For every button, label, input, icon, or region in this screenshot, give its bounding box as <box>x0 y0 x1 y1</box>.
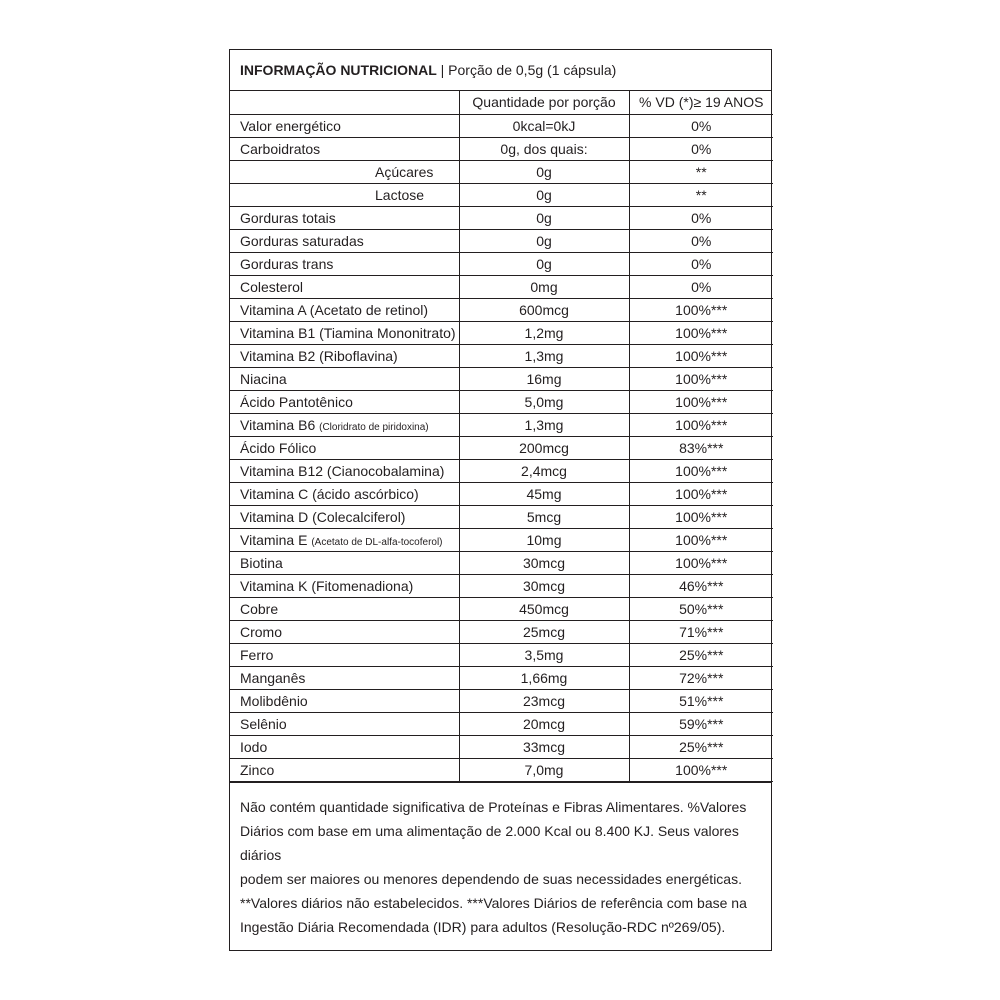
quantity-cell: 0g <box>459 160 629 183</box>
serving-size: | Porção de 0,5g (1 cápsula) <box>436 62 617 78</box>
nutrient-name: Carboidratos <box>240 140 321 157</box>
daily-value-cell: ** <box>629 160 773 183</box>
column-header-quantity: Quantidade por porção <box>459 91 629 114</box>
nutrient-note: (Acetato de DL-alfa-tocoferol) <box>311 536 443 548</box>
table-row <box>230 597 773 620</box>
quantity-cell: 5,0mg <box>459 390 629 413</box>
column-header-daily-value: % VD (*)≥ 19 ANOS <box>629 91 773 114</box>
nutrient-name: Ácido Pantotênico <box>240 393 353 410</box>
nutrient-name: Cromo <box>240 623 283 640</box>
daily-value-cell: 100%*** <box>629 528 773 551</box>
nutrient-name: Niacina <box>240 370 287 387</box>
footnote-line: Não contém quantidade significativa de Proteínas e Fibras Alimentares. %Valores <box>240 798 747 815</box>
daily-value-cell: 46%*** <box>629 574 773 597</box>
daily-value-cell: 0% <box>629 229 773 252</box>
nutrient-name-cell <box>230 252 459 275</box>
nutrient-name: Selênio <box>240 715 287 732</box>
table-row <box>230 551 773 574</box>
nutrient-name: Colesterol <box>240 278 304 295</box>
nutrient-name-cell <box>230 689 459 712</box>
nutrient-name: Valor energético <box>240 117 341 134</box>
nutrient-name-cell <box>230 367 459 390</box>
daily-value-cell: 51%*** <box>629 689 773 712</box>
daily-value-cell: 100%*** <box>629 482 773 505</box>
quantity-cell: 20mcg <box>459 712 629 735</box>
nutrient-name: Ferro <box>240 646 274 663</box>
quantity-cell: 1,66mg <box>459 666 629 689</box>
daily-value-cell: 25%*** <box>629 643 773 666</box>
daily-value-cell: 0% <box>629 275 773 298</box>
daily-value-cell: 0% <box>629 114 773 137</box>
nutrient-name: Vitamina B6 <box>240 416 320 433</box>
table-row <box>230 206 773 229</box>
nutrient-name: Vitamina B2 (Riboflavina) <box>240 347 398 364</box>
nutrient-name-cell <box>230 390 459 413</box>
quantity-cell: 25mcg <box>459 620 629 643</box>
daily-value-cell: 50%*** <box>629 597 773 620</box>
table-row <box>230 505 773 528</box>
nutrient-name-cell <box>230 275 459 298</box>
daily-value-cell: 83%*** <box>629 436 773 459</box>
nutrient-name: Gorduras trans <box>240 255 334 272</box>
nutrient-name: Vitamina B12 (Cianocobalamina) <box>240 462 445 479</box>
nutrient-name-cell <box>230 160 459 183</box>
footnote <box>230 782 771 939</box>
table-row <box>230 183 773 206</box>
table-row <box>230 114 773 137</box>
quantity-cell: 0g, dos quais: <box>459 137 629 160</box>
nutrient-name: Molibdênio <box>240 692 308 709</box>
nutrition-table <box>230 91 773 782</box>
nutrient-name: Vitamina D (Colecalciferol) <box>240 508 406 525</box>
nutrition-table-body <box>230 91 773 781</box>
daily-value-cell: 100%*** <box>629 551 773 574</box>
nutrient-name-cell <box>230 229 459 252</box>
quantity-cell: 1,2mg <box>459 321 629 344</box>
nutrient-name: Açúcares <box>375 163 434 180</box>
quantity-cell: 1,3mg <box>459 413 629 436</box>
nutrition-title-label: INFORMAÇÃO NUTRICIONAL <box>240 62 437 78</box>
daily-value-cell: 100%*** <box>629 390 773 413</box>
daily-value-cell: 71%*** <box>629 620 773 643</box>
quantity-cell: 30mcg <box>459 574 629 597</box>
quantity-cell: 0g <box>459 206 629 229</box>
nutrition-facts-panel <box>229 49 772 951</box>
daily-value-cell: 100%*** <box>629 505 773 528</box>
footnote-line: podem ser maiores ou menores dependendo de suas necessidades energéticas. <box>240 870 742 887</box>
table-row <box>230 666 773 689</box>
table-row <box>230 390 773 413</box>
nutrient-name-cell <box>230 436 459 459</box>
nutrient-name-cell <box>230 758 459 781</box>
table-row <box>230 160 773 183</box>
nutrient-name: Iodo <box>240 738 268 755</box>
quantity-cell: 7,0mg <box>459 758 629 781</box>
quantity-cell: 10mg <box>459 528 629 551</box>
table-row <box>230 344 773 367</box>
daily-value-cell: 100%*** <box>629 321 773 344</box>
daily-value-cell: 25%*** <box>629 735 773 758</box>
daily-value-cell: 100%*** <box>629 367 773 390</box>
table-row <box>230 528 773 551</box>
table-row <box>230 482 773 505</box>
nutrient-name-cell <box>230 114 459 137</box>
nutrient-name: Vitamina C (ácido ascórbico) <box>240 485 419 502</box>
quantity-cell: 0mg <box>459 275 629 298</box>
table-row <box>230 413 773 436</box>
table-row <box>230 321 773 344</box>
quantity-cell: 0g <box>459 229 629 252</box>
nutrient-name-cell <box>230 528 459 551</box>
nutrient-name: Lactose <box>375 186 425 203</box>
table-row <box>230 689 773 712</box>
nutrient-name: Biotina <box>240 554 283 571</box>
nutrient-name-cell <box>230 344 459 367</box>
nutrient-name: Vitamina B1 (Tiamina Mononitrato) <box>240 324 456 341</box>
nutrient-note: (Cloridrato de piridoxina) <box>319 421 429 433</box>
nutrient-name: Gorduras totais <box>240 209 336 226</box>
nutrition-title <box>230 50 771 91</box>
nutrient-name-cell <box>230 206 459 229</box>
table-row <box>230 735 773 758</box>
quantity-cell: 30mcg <box>459 551 629 574</box>
table-header-row <box>230 91 773 114</box>
footnote-line: **Valores diários não estabelecidos. ***Valores Diários de referência com base na <box>240 894 747 911</box>
nutrient-name-cell <box>230 183 459 206</box>
nutrient-name-cell <box>230 712 459 735</box>
quantity-cell: 3,5mg <box>459 643 629 666</box>
daily-value-cell: 0% <box>629 252 773 275</box>
quantity-cell: 1,3mg <box>459 344 629 367</box>
table-row <box>230 459 773 482</box>
footnote-line: Diários com base em uma alimentação de 2.000 Kcal ou 8.400 KJ. Seus valores diários <box>240 822 739 863</box>
nutrient-name-cell <box>230 643 459 666</box>
daily-value-cell: 0% <box>629 206 773 229</box>
nutrient-name-cell <box>230 298 459 321</box>
nutrient-name: Cobre <box>240 600 279 617</box>
quantity-cell: 200mcg <box>459 436 629 459</box>
nutrient-name: Ácido Fólico <box>240 439 317 456</box>
table-row <box>230 712 773 735</box>
quantity-cell: 23mcg <box>459 689 629 712</box>
daily-value-cell: 100%*** <box>629 459 773 482</box>
daily-value-cell: 100%*** <box>629 413 773 436</box>
nutrient-name-cell <box>230 551 459 574</box>
daily-value-cell: ** <box>629 183 773 206</box>
quantity-cell: 16mg <box>459 367 629 390</box>
nutrient-name-cell <box>230 574 459 597</box>
table-row <box>230 252 773 275</box>
quantity-cell: 5mcg <box>459 505 629 528</box>
quantity-cell: 0g <box>459 252 629 275</box>
quantity-cell: 600mcg <box>459 298 629 321</box>
nutrient-name-cell <box>230 482 459 505</box>
nutrient-name: Vitamina E <box>240 531 312 548</box>
column-header-nutrient <box>230 91 459 114</box>
nutrient-name-cell <box>230 735 459 758</box>
daily-value-cell: 100%*** <box>629 298 773 321</box>
table-row <box>230 436 773 459</box>
quantity-cell: 0kcal=0kJ <box>459 114 629 137</box>
nutrient-name: Vitamina K (Fitomenadiona) <box>240 577 414 594</box>
quantity-cell: 2,4mcg <box>459 459 629 482</box>
daily-value-cell: 72%*** <box>629 666 773 689</box>
nutrient-name-cell <box>230 505 459 528</box>
quantity-cell: 33mcg <box>459 735 629 758</box>
quantity-cell: 450mcg <box>459 597 629 620</box>
nutrient-name: Vitamina A (Acetato de retinol) <box>240 301 429 318</box>
daily-value-cell: 100%*** <box>629 344 773 367</box>
table-row <box>230 275 773 298</box>
table-row <box>230 137 773 160</box>
table-row <box>230 620 773 643</box>
nutrient-name: Gorduras saturadas <box>240 232 364 249</box>
nutrient-name: Zinco <box>240 761 275 778</box>
daily-value-cell: 0% <box>629 137 773 160</box>
nutrient-name-cell <box>230 137 459 160</box>
daily-value-cell: 59%*** <box>629 712 773 735</box>
table-row <box>230 574 773 597</box>
quantity-cell: 45mg <box>459 482 629 505</box>
table-row <box>230 367 773 390</box>
quantity-cell: 0g <box>459 183 629 206</box>
table-row <box>230 643 773 666</box>
table-row <box>230 298 773 321</box>
nutrient-name-cell <box>230 620 459 643</box>
table-row <box>230 758 773 781</box>
nutrient-name: Manganês <box>240 669 306 686</box>
nutrient-name-cell <box>230 597 459 620</box>
nutrient-name-cell <box>230 666 459 689</box>
nutrient-name-cell <box>230 459 459 482</box>
nutrient-name-cell <box>230 321 459 344</box>
nutrient-name-cell <box>230 413 459 436</box>
table-row <box>230 229 773 252</box>
daily-value-cell: 100%*** <box>629 758 773 781</box>
footnote-line: Ingestão Diária Recomendada (IDR) para adultos (Resolução-RDC nº269/05). <box>240 918 726 935</box>
